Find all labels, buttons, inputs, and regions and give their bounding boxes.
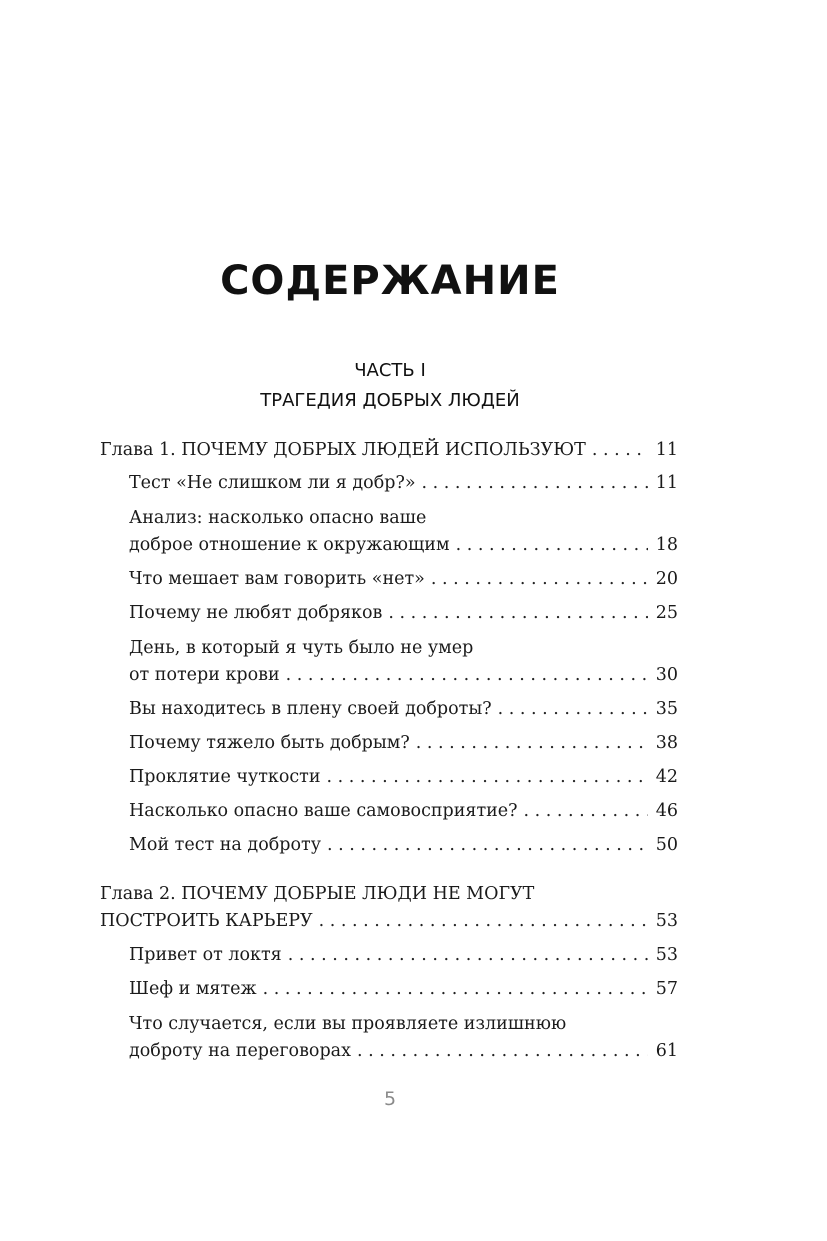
toc-entry[interactable]: [100, 798, 678, 825]
leader-dots: [416, 730, 648, 757]
toc-entry-title: от потери крови: [129, 665, 280, 685]
leader-dots: [524, 798, 648, 825]
table-of-contents: [100, 437, 678, 1065]
leader-dots: [327, 832, 648, 859]
toc-entry[interactable]: [100, 832, 678, 859]
toc-entry[interactable]: [100, 470, 678, 497]
toc-entry-title: Шеф и мятеж: [129, 979, 257, 999]
leader-dots: [357, 1038, 648, 1065]
leader-dots: [592, 437, 648, 464]
toc-entry-title-line1: Анализ: насколько опасно ваше: [129, 508, 427, 528]
leader-dots: [498, 696, 648, 723]
toc-page-number: 57: [655, 979, 678, 999]
leader-dots: [388, 600, 647, 627]
toc-page-number: 20: [655, 569, 678, 589]
toc-entry-title: Глава 1. ПОЧЕМУ ДОБРЫХ ЛЮДЕЙ ИСПОЛЬЗУЮТ: [100, 440, 586, 460]
toc-entry[interactable]: [100, 566, 678, 593]
leader-dots: [288, 942, 648, 969]
toc-page-number: 53: [655, 945, 678, 965]
toc-entry-title-line1: Что случается, если вы проявляете излишнюю: [129, 1014, 567, 1034]
toc-page-number: 35: [655, 699, 678, 719]
toc-entry[interactable]: [100, 764, 678, 791]
toc-entry[interactable]: [100, 942, 678, 969]
toc-entry-title: Проклятие чуткости: [129, 767, 321, 787]
leader-dots: [263, 976, 648, 1003]
leader-dots: [327, 764, 648, 791]
toc-entry-title: Что мешает вам говорить «нет»: [129, 569, 425, 589]
part-title: ТРАГЕДИЯ ДОБРЫХ ЛЮДЕЙ: [260, 390, 520, 411]
toc-chapter-2-line1: Глава 2. ПОЧЕМУ ДОБРЫЕ ЛЮДИ НЕ МОГУТ: [100, 884, 535, 904]
toc-page-number: 11: [655, 440, 678, 460]
leader-dots: [431, 566, 648, 593]
leader-dots: [319, 908, 648, 935]
toc-entry[interactable]: [100, 976, 678, 1003]
toc-page-number: 46: [655, 801, 678, 821]
toc-entry[interactable]: [100, 1038, 678, 1065]
toc-entry[interactable]: [100, 696, 678, 723]
toc-entry[interactable]: [100, 600, 678, 627]
toc-entry-title: Почему тяжело быть добрым?: [129, 733, 410, 753]
toc-entry[interactable]: [100, 532, 678, 559]
toc-entry-title-line1: День, в который я чуть было не умер: [129, 638, 474, 658]
toc-entry-title: доброе отношение к окружающим: [129, 535, 450, 555]
toc-entry[interactable]: [100, 730, 678, 757]
part-label: ЧАСТЬ I: [354, 360, 426, 381]
page-number: 5: [383, 1088, 397, 1110]
page-title: СОДЕРЖАНИЕ: [220, 258, 560, 304]
toc-page-number: 25: [655, 603, 678, 623]
leader-dots: [286, 662, 648, 689]
toc-entry-title: ПОСТРОИТЬ КАРЬЕРУ: [100, 911, 313, 931]
toc-page-number: 38: [655, 733, 678, 753]
toc-entry-title: доброту на переговорах: [129, 1041, 351, 1061]
toc-entry-title: Почему не любят добряков: [129, 603, 383, 623]
toc-entry-title: Насколько опасно ваше самовосприятие?: [129, 801, 518, 821]
toc-page-number: 42: [655, 767, 678, 787]
toc-page-number: 61: [655, 1041, 678, 1061]
toc-entry[interactable]: [100, 662, 678, 689]
toc-chapter-2[interactable]: [100, 908, 678, 935]
toc-page-number: 50: [655, 835, 678, 855]
leader-dots: [456, 532, 648, 559]
toc-entry-title: Тест «Не слишком ли я добр?»: [129, 473, 416, 493]
toc-entry-title: Мой тест на доброту: [129, 835, 321, 855]
toc-page-number: 11: [655, 473, 678, 493]
toc-page-number: 30: [655, 665, 678, 685]
toc-page-number: 18: [655, 535, 678, 555]
leader-dots: [422, 470, 648, 497]
toc-chapter-1[interactable]: [100, 437, 678, 464]
toc-page-number: 53: [655, 911, 678, 931]
toc-entry-title: Привет от локтя: [129, 945, 282, 965]
toc-entry-title: Вы находитесь в плену своей доброты?: [129, 699, 492, 719]
